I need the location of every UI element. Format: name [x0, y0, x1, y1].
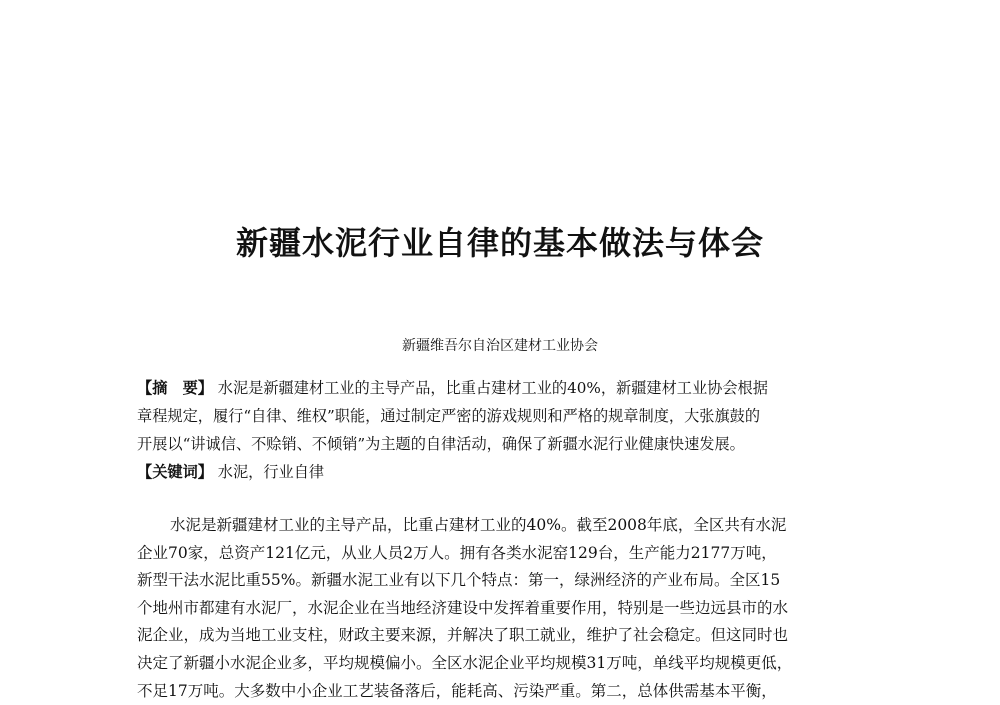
paper-title: 新疆水泥行业自律的基本做法与体会: [235, 224, 764, 262]
body-line: 水泥是新疆建材工业的主导产品，比重占建材工业的40%。截至2008年底，全区共有水泥: [170, 516, 787, 534]
keywords-label: 【关键词】: [137, 463, 213, 481]
body-line: 新型干法水泥比重55%。新疆水泥工业有以下几个特点：第一，绿洲经济的产业布局。全区15: [137, 571, 781, 590]
abstract-text: 水泥是新疆建材工业的主导产品，比重占建材工业的40%，新疆建材工业协会根据: [217, 379, 768, 397]
abstract-label: 【摘 要】: [137, 379, 213, 397]
body-line: 企业70家，总资产121亿元，从业人员2万人。拥有各类水泥窑129台，生产能力2177万吨，: [137, 543, 777, 562]
author-affiliation: 新疆维吾尔自治区建材工业协会: [402, 338, 598, 354]
body-line: 不足17万吨。大多数中小企业工艺装备落后，能耗高、污染严重。第二，总体供需基本平衡，: [137, 681, 777, 700]
keywords-line: [137, 458, 897, 486]
body-line: 决定了新疆小水泥企业多，平均规模偏小。全区水泥企业平均规模31万吨，单线平均规模更低，: [137, 653, 793, 672]
abstract-line: [137, 374, 897, 402]
abstract-line: 章程规定，履行“自律、维权”职能，通过制定严密的游戏规则和严格的规章制度，大张旗鼓的: [137, 407, 761, 425]
keywords-text: 水泥，行业自律: [217, 463, 325, 481]
body-line: 个地州市都建有水泥厂，水泥企业在当地经济建设中发挥着重要作用，特别是一些边远县市的水: [137, 598, 789, 617]
body-line: 泥企业，成为当地工业支柱，财政主要来源，并解决了职工就业，维护了社会稳定。但这同时也: [137, 626, 789, 645]
body-text: [137, 512, 899, 705]
abstract-line: 开展以“讲诚信、不赊销、不倾销”为主题的自律活动，确保了新疆水泥行业健康快速发展。: [137, 435, 745, 453]
abstract-section: [137, 374, 897, 486]
